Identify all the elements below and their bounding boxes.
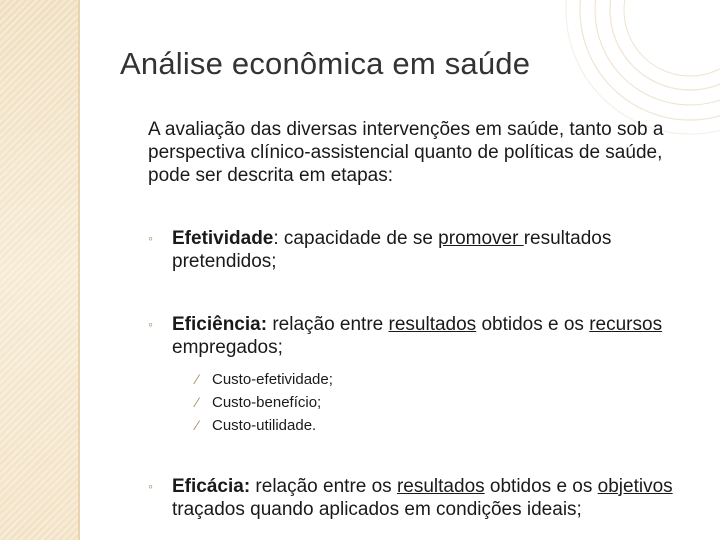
term-eficiencia: Eficiência: xyxy=(172,314,268,335)
term-eficacia: Eficácia: xyxy=(172,476,251,497)
sub-marker-icon: ⁄ xyxy=(196,417,199,433)
underlined-word: promover xyxy=(438,228,524,249)
term-efetividade: Efetividade xyxy=(172,228,274,249)
underlined-word: objetivos xyxy=(597,476,673,497)
decorative-left-strip xyxy=(0,0,78,540)
sub-marker-icon: ⁄ xyxy=(196,371,199,387)
sub-item xyxy=(196,368,704,391)
sub-item xyxy=(196,391,704,414)
slide-content xyxy=(148,118,704,521)
bullet-text: traçados quando aplicados em condições ideais; xyxy=(172,499,582,520)
bullet-text: empregados; xyxy=(172,337,283,358)
bullet-marker: ◦ xyxy=(148,230,153,246)
bullet-eficacia xyxy=(148,475,704,521)
sub-list xyxy=(172,368,704,437)
bullet-text: resultados pretendidos; xyxy=(172,228,612,272)
bullet-marker: ◦ xyxy=(148,478,153,494)
intro-paragraph: A avaliação das diversas intervenções em saúde, tanto sob a perspectiva clínico-assistencial quanto de políticas de saúde, pode ser descrita em etapas: xyxy=(148,119,664,186)
bullet-text: relação entre os xyxy=(250,476,397,497)
underlined-word: resultados xyxy=(396,476,485,497)
decorative-strip-edge xyxy=(78,0,80,540)
slide-title: Análise econômica em saúde xyxy=(120,46,531,81)
bullet-eficiencia xyxy=(148,313,704,437)
bullet-text: obtidos e os xyxy=(476,314,590,335)
sub-marker-icon: ⁄ xyxy=(196,394,199,410)
sub-item-label: Custo-efetividade; xyxy=(212,371,333,388)
bullet-marker: ◦ xyxy=(148,316,153,332)
sub-item-label: Custo-benefício; xyxy=(212,394,322,411)
bullet-text: : xyxy=(273,228,279,249)
bullet-efetividade xyxy=(148,227,704,273)
sub-item-label: Custo-utilidade. xyxy=(212,417,317,434)
underlined-word: resultados xyxy=(388,314,477,335)
sub-item xyxy=(196,414,704,437)
bullet-text: obtidos e os xyxy=(484,476,598,497)
bullet-text: relação entre xyxy=(267,314,389,335)
bullet-text: capacidade de se xyxy=(278,228,439,249)
underlined-word: recursos xyxy=(589,314,663,335)
